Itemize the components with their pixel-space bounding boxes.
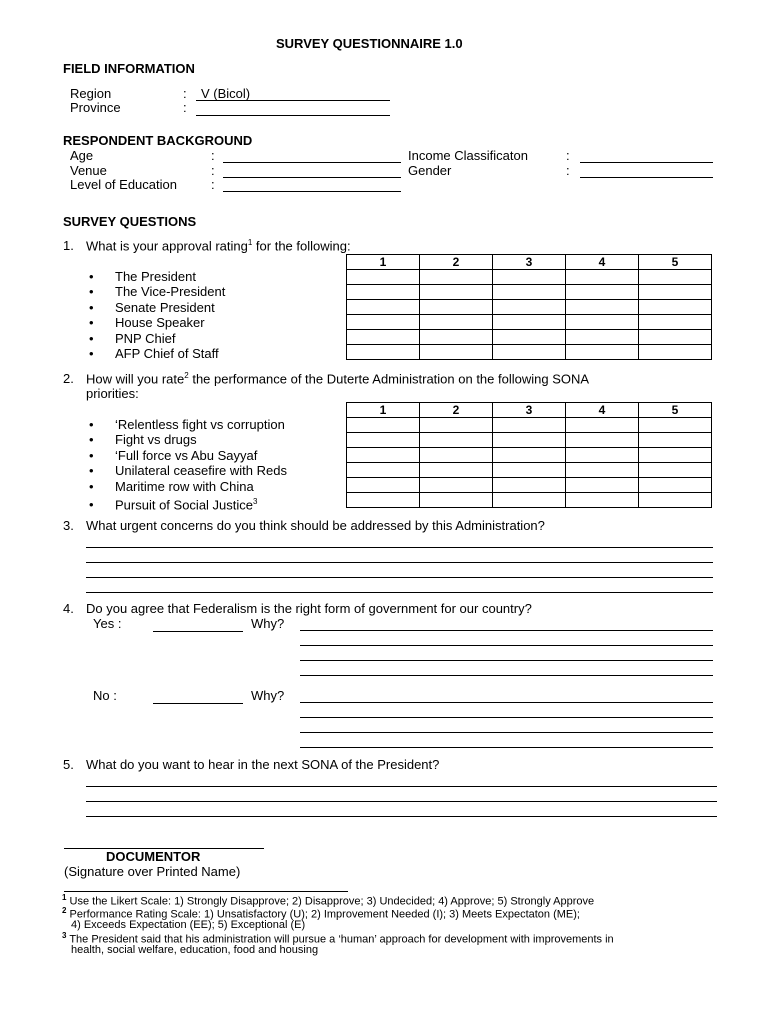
q2-text-continued: priorities: [86, 386, 139, 401]
q1-text: What is your approval rating$^1$ for the following: [86, 238, 351, 254]
rating-cell[interactable] [639, 270, 712, 285]
q5-text: What do you want to hear in the next SONA of the President? [86, 757, 440, 772]
q4-no-why-line[interactable] [300, 747, 713, 748]
rating-cell[interactable] [566, 463, 639, 478]
documentor-sub-label: (Signature over Printed Name) [64, 864, 241, 879]
q4-no-why-line[interactable] [300, 702, 713, 703]
q3-text: What urgent concerns do you think should be addressed by this Administration? [86, 518, 545, 533]
survey-questions-heading: SURVEY QUESTIONS [63, 214, 197, 229]
q1-scale-1: 1 [347, 255, 420, 270]
rating-cell[interactable] [493, 478, 566, 493]
rating-cell[interactable] [420, 448, 493, 463]
q3-answer-line[interactable] [86, 562, 713, 563]
q1-rating-row [347, 330, 712, 345]
rating-cell[interactable] [420, 345, 493, 360]
rating-cell[interactable] [639, 330, 712, 345]
rating-cell[interactable] [493, 300, 566, 315]
list-item: • Maritime row with China [89, 478, 254, 494]
footnote-2-continued: 4) Exceeds Expectation (EE); 5) Exceptional (E) [71, 919, 306, 931]
province-field[interactable] [196, 115, 390, 116]
q1-number: 1. [63, 238, 74, 253]
q4-no-field[interactable] [153, 703, 243, 704]
rating-cell[interactable] [566, 433, 639, 448]
income-label: Income Classificaton [408, 148, 528, 163]
venue-field[interactable] [223, 177, 401, 178]
q1-scale-5: 5 [639, 255, 712, 270]
age-colon: : [211, 148, 215, 163]
q5-answer-line[interactable] [86, 816, 717, 817]
rating-cell[interactable] [420, 418, 493, 433]
rating-cell[interactable] [639, 315, 712, 330]
rating-cell[interactable] [347, 493, 420, 508]
age-label: Age [70, 148, 94, 163]
list-item: • ‘Relentless fight vs corruption [89, 417, 285, 432]
q4-yes-why-line[interactable] [300, 630, 713, 631]
list-item: • Fight vs drugs [89, 432, 197, 448]
rating-cell[interactable] [420, 300, 493, 315]
list-item: • House Speaker [89, 315, 205, 331]
rating-cell[interactable] [566, 270, 639, 285]
q1-rating-row [347, 345, 712, 360]
rating-cell[interactable] [639, 463, 712, 478]
q5-number: 5. [63, 757, 74, 772]
footnote-3: $^3$ The President said that his administration will pursue a ‘human’ approach for development with improvements in [62, 931, 614, 946]
q2-scale-3: 3 [493, 403, 566, 418]
q5-answer-line[interactable] [86, 786, 717, 787]
page-title: SURVEY QUESTIONNAIRE 1.0 [276, 36, 463, 51]
rating-cell[interactable] [493, 463, 566, 478]
province-colon: : [183, 100, 187, 115]
footnote-2: $^2$ Performance Rating Scale: 1) Unsatisfactory (U); 2) Improvement Needed (I); 3) Meets Expectaton (ME); [62, 906, 580, 921]
q4-text: Do you agree that Federalism is the right form of government for our country? [86, 601, 532, 616]
rating-cell[interactable] [493, 315, 566, 330]
venue-label: Venue [70, 163, 107, 178]
q2-rating-row [347, 418, 712, 433]
province-label: Province [70, 100, 121, 115]
rating-cell[interactable] [420, 270, 493, 285]
income-field[interactable] [580, 162, 713, 163]
rating-cell[interactable] [347, 270, 420, 285]
rating-cell[interactable] [493, 418, 566, 433]
rating-cell[interactable] [493, 270, 566, 285]
rating-cell[interactable] [347, 315, 420, 330]
q4-yes-why-line[interactable] [300, 660, 713, 661]
rating-cell[interactable] [566, 418, 639, 433]
q1-scale-4: 4 [566, 255, 639, 270]
venue-colon: : [211, 163, 215, 178]
q4-yes-field[interactable] [153, 631, 243, 632]
q2-rating-row [347, 493, 712, 508]
q4-no-why-line[interactable] [300, 717, 713, 718]
rating-cell[interactable] [639, 478, 712, 493]
footnote-1: $^1$ Use the Likert Scale: 1) Strongly Disapprove; 2) Disapprove; 3) Undecided; 4) Approve; 5) Strongly Approve [62, 893, 595, 908]
rating-cell[interactable] [347, 478, 420, 493]
rating-cell[interactable] [347, 345, 420, 360]
q1-rating-table [346, 254, 712, 360]
q1-scale-2: 2 [420, 255, 493, 270]
q4-no-label: No : [93, 688, 117, 703]
rating-cell[interactable] [566, 345, 639, 360]
q4-number: 4. [63, 601, 74, 616]
rating-cell[interactable] [493, 493, 566, 508]
q3-answer-line[interactable] [86, 592, 713, 593]
rating-cell[interactable] [493, 448, 566, 463]
gender-field[interactable] [580, 177, 713, 178]
list-item: • AFP Chief of Staff [89, 345, 219, 361]
rating-cell[interactable] [420, 285, 493, 300]
rating-cell[interactable] [420, 478, 493, 493]
list-item: • PNP Chief [89, 330, 176, 346]
q3-answer-line[interactable] [86, 547, 713, 548]
education-label: Level of Education [70, 177, 177, 192]
rating-cell[interactable] [420, 315, 493, 330]
rating-cell[interactable] [420, 433, 493, 448]
q1-footnote-mark: 1 [247, 238, 253, 247]
rating-cell[interactable] [347, 418, 420, 433]
region-line [196, 100, 390, 101]
respondent-background-heading: RESPONDENT BACKGROUND [63, 133, 253, 148]
q2-footnote-mark: 2 [184, 371, 189, 380]
q5-answer-line[interactable] [86, 801, 717, 802]
region-value[interactable]: V (Bicol) [201, 86, 251, 101]
rating-cell[interactable] [347, 300, 420, 315]
q1-rating-row [347, 270, 712, 285]
q1-item-list [89, 269, 225, 361]
rating-cell[interactable] [420, 330, 493, 345]
rating-cell[interactable] [639, 448, 712, 463]
q4-yes-why-label: Why? [251, 616, 285, 631]
field-information-heading: FIELD INFORMATION [63, 61, 195, 76]
q2-text: How will you rate$^2$ the performance of the Duterte Administration on the following SONA [86, 371, 590, 387]
region-colon: : [183, 86, 187, 101]
rating-cell[interactable] [639, 300, 712, 315]
q1-scale-3: 3 [493, 255, 566, 270]
list-item: • Pursuit of Social Justice$^3$ [89, 496, 258, 513]
rating-cell[interactable] [493, 330, 566, 345]
q3-answer-line[interactable] [86, 577, 713, 578]
q4-no-why-label: Why? [251, 688, 285, 703]
rating-cell[interactable] [347, 448, 420, 463]
documentor-label: DOCUMENTOR [106, 849, 201, 864]
rating-cell[interactable] [566, 493, 639, 508]
q2-scale-1: 1 [347, 403, 420, 418]
q2-rating-row [347, 448, 712, 463]
rating-cell[interactable] [347, 285, 420, 300]
rating-cell[interactable] [347, 463, 420, 478]
gender-colon: : [566, 163, 570, 178]
income-colon: : [566, 148, 570, 163]
q1-rating-row [347, 315, 712, 330]
rating-cell[interactable] [566, 300, 639, 315]
rating-cell[interactable] [639, 285, 712, 300]
list-item: • The President [89, 269, 196, 284]
q4-no-why-line[interactable] [300, 732, 713, 733]
rating-cell[interactable] [566, 315, 639, 330]
education-field[interactable] [223, 191, 401, 192]
rating-cell[interactable] [420, 463, 493, 478]
rating-cell[interactable] [566, 330, 639, 345]
q2-scale-2: 2 [420, 403, 493, 418]
list-item: • ‘Full force vs Abu Sayyaf [89, 447, 258, 463]
rating-cell[interactable] [639, 493, 712, 508]
rating-cell[interactable] [493, 433, 566, 448]
gender-label: Gender [408, 163, 452, 178]
footnote-divider [64, 891, 348, 892]
q3-number: 3. [63, 518, 74, 533]
q2-number: 2. [63, 371, 74, 386]
rating-cell[interactable] [420, 493, 493, 508]
q4-yes-label: Yes : [93, 616, 122, 631]
list-item: • The Vice-President [89, 284, 226, 300]
footnote-3-continued: health, social welfare, education, food and housing [71, 944, 319, 956]
q2-rating-row [347, 463, 712, 478]
q2-item-list [89, 417, 287, 513]
q2-rating-row [347, 478, 712, 493]
list-item: • Senate President [89, 299, 215, 315]
list-item: • Unilateral ceasefire with Reds [89, 463, 287, 479]
q2-rating-row [347, 433, 712, 448]
q2-scale-5: 5 [639, 403, 712, 418]
q2-rating-table [346, 402, 712, 508]
rating-cell[interactable] [493, 345, 566, 360]
q2-scale-4: 4 [566, 403, 639, 418]
rating-cell[interactable] [639, 345, 712, 360]
q1-rating-row [347, 300, 712, 315]
q4-yes-why-line[interactable] [300, 675, 713, 676]
q2-item-footnote-mark: 3 [253, 496, 258, 506]
q1-rating-row [347, 285, 712, 300]
rating-cell[interactable] [639, 433, 712, 448]
rating-cell[interactable] [347, 330, 420, 345]
rating-cell[interactable] [347, 433, 420, 448]
rating-cell[interactable] [566, 478, 639, 493]
rating-cell[interactable] [493, 285, 566, 300]
rating-cell[interactable] [566, 285, 639, 300]
region-label: Region [70, 86, 112, 101]
education-colon: : [211, 177, 215, 192]
age-field[interactable] [223, 162, 401, 163]
q4-yes-why-line[interactable] [300, 645, 713, 646]
rating-cell[interactable] [639, 418, 712, 433]
rating-cell[interactable] [566, 448, 639, 463]
